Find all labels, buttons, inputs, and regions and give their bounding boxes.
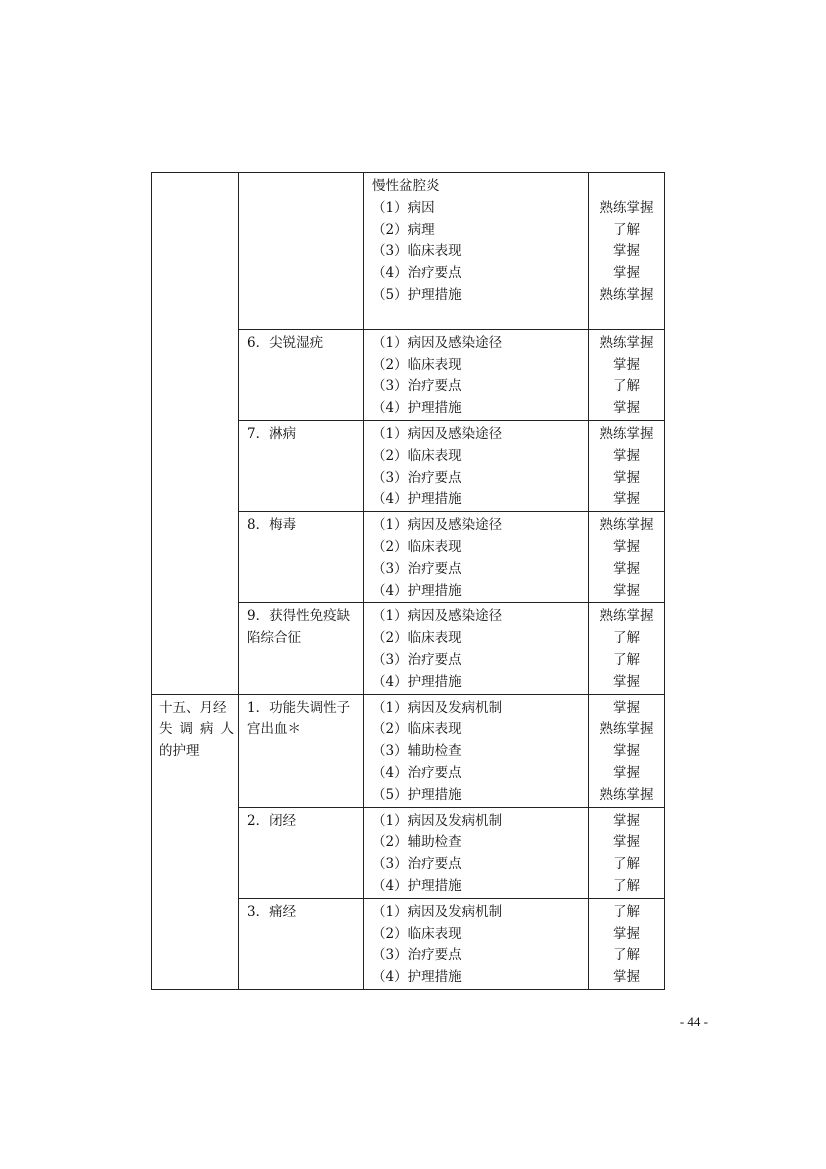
- subtopic-label: 1．功能失调性子: [247, 699, 351, 716]
- level-label: 掌握: [613, 538, 640, 555]
- subtopic-label: 6．尖锐湿疣: [247, 334, 324, 351]
- subtopic-cell: [239, 420, 364, 511]
- level-label: 掌握: [613, 582, 640, 599]
- level-label: 掌握: [613, 743, 640, 760]
- level-label: 了解: [613, 947, 640, 964]
- level-label: 了解: [613, 221, 640, 238]
- item-line: （4）护理措施: [372, 400, 462, 417]
- syllabus-table: [151, 172, 665, 990]
- item-heading: 慢性盆腔炎: [372, 178, 440, 194]
- item-line: （3）治疗要点: [372, 469, 462, 486]
- items-cell: [364, 603, 589, 694]
- item-line: （2）临床表现: [372, 925, 462, 942]
- level-label: 熟练掌握: [599, 334, 654, 351]
- level-label: 掌握: [613, 447, 640, 464]
- level-label: 了解: [613, 877, 640, 894]
- level-label: 熟练掌握: [599, 608, 654, 625]
- level-label: 掌握: [613, 699, 640, 716]
- topic-label: 的护理: [159, 743, 200, 760]
- item-line: （5）护理措施: [372, 786, 462, 803]
- level-label: 掌握: [613, 812, 640, 829]
- subtopic-cell: [239, 329, 364, 420]
- item-line: （1）病因及感染途径: [372, 334, 503, 351]
- levels-cell: [589, 512, 665, 603]
- level-label: 了解: [613, 903, 640, 920]
- item-line: （3）治疗要点: [372, 651, 462, 668]
- level-label: 熟练掌握: [599, 786, 654, 803]
- subtopic-cell: [239, 603, 364, 694]
- topic-label: 失调病人: [159, 721, 234, 738]
- level-label: 掌握: [613, 764, 640, 781]
- level-label: 了解: [613, 651, 640, 668]
- item-line: （1）病因及感染途径: [372, 425, 503, 442]
- item-line: （2）辅助检查: [372, 834, 462, 851]
- item-line: （1）病因: [372, 199, 435, 216]
- level-label: 掌握: [613, 925, 640, 942]
- level-label: 掌握: [613, 491, 640, 508]
- subtopic-label: 2．闭经: [247, 812, 297, 829]
- topic-label: 十五、月经: [159, 699, 227, 716]
- item-line: （1）病因及发病机制: [372, 903, 503, 920]
- item-line: （2）临床表现: [372, 630, 462, 647]
- levels-cell: [589, 173, 665, 330]
- subtopic-cell: [239, 898, 364, 989]
- item-line: （5）护理措施: [372, 286, 462, 303]
- subtopic-label: 宫出血＊: [247, 721, 301, 738]
- item-line: （4）治疗要点: [372, 764, 462, 781]
- level-label: 了解: [613, 856, 640, 873]
- item-line: （1）病因及发病机制: [372, 699, 503, 716]
- item-line: （2）临床表现: [372, 447, 462, 464]
- item-line: （2）病理: [372, 221, 435, 238]
- item-line: （3）治疗要点: [372, 560, 462, 577]
- items-cell: [364, 173, 589, 330]
- level-label: 掌握: [613, 560, 640, 577]
- table-row: [152, 173, 665, 330]
- level-label: 掌握: [613, 243, 640, 260]
- item-line: （1）病因及感染途径: [372, 608, 503, 625]
- level-label: 了解: [613, 378, 640, 395]
- levels-cell: [589, 329, 665, 420]
- level-label: 掌握: [613, 356, 640, 373]
- items-cell: [364, 420, 589, 511]
- level-label: 熟练掌握: [599, 425, 654, 442]
- item-line: （4）护理措施: [372, 969, 462, 986]
- item-line: （4）护理措施: [372, 582, 462, 599]
- topic-cell-continued: [152, 173, 239, 695]
- topic-cell: [152, 694, 239, 989]
- levels-cell: [589, 603, 665, 694]
- item-line: （4）护理措施: [372, 877, 462, 894]
- subtopic-cell: [239, 807, 364, 898]
- level-label: 熟练掌握: [599, 199, 654, 216]
- page-number: - 44 -: [679, 1014, 708, 1029]
- subtopic-label: 陷综合征: [247, 630, 301, 647]
- level-label: 掌握: [613, 469, 640, 486]
- subtopic-cell: [239, 694, 364, 807]
- item-line: （1）病因及发病机制: [372, 812, 503, 829]
- item-line: （2）临床表现: [372, 721, 462, 738]
- item-line: （4）护理措施: [372, 491, 462, 508]
- items-cell: [364, 512, 589, 603]
- subtopic-label: 8．梅毒: [247, 517, 297, 534]
- level-label: 掌握: [613, 834, 640, 851]
- items-cell: [364, 329, 589, 420]
- item-line: （4）护理措施: [372, 673, 462, 690]
- subtopic-label: 3．痛经: [247, 903, 297, 920]
- subtopic-label: 7．淋病: [247, 425, 297, 442]
- item-line: （2）临床表现: [372, 538, 462, 555]
- item-line: （3）临床表现: [372, 243, 462, 260]
- item-line: （3）治疗要点: [372, 947, 462, 964]
- level-label: 掌握: [613, 969, 640, 986]
- item-line: （3）治疗要点: [372, 378, 462, 395]
- table-row: [152, 694, 665, 807]
- items-cell: [364, 807, 589, 898]
- levels-cell: [589, 694, 665, 807]
- level-label: 掌握: [613, 673, 640, 690]
- level-label: 熟练掌握: [599, 286, 654, 303]
- level-label: 熟练掌握: [599, 721, 654, 738]
- levels-cell: [589, 807, 665, 898]
- levels-cell: [589, 420, 665, 511]
- level-label: 掌握: [613, 265, 640, 282]
- level-label: 熟练掌握: [599, 517, 654, 534]
- items-cell: [364, 694, 589, 807]
- subtopic-cell: [239, 173, 364, 330]
- items-cell: [364, 898, 589, 989]
- item-line: （1）病因及感染途径: [372, 517, 503, 534]
- level-label: 掌握: [613, 400, 640, 417]
- item-line: （3）辅助检查: [372, 743, 462, 760]
- subtopic-label: 9．获得性免疫缺: [247, 608, 351, 625]
- subtopic-cell: [239, 512, 364, 603]
- levels-cell: [589, 898, 665, 989]
- item-line: （2）临床表现: [372, 356, 462, 373]
- level-label: 了解: [613, 630, 640, 647]
- item-line: （3）治疗要点: [372, 856, 462, 873]
- item-line: （4）治疗要点: [372, 265, 462, 282]
